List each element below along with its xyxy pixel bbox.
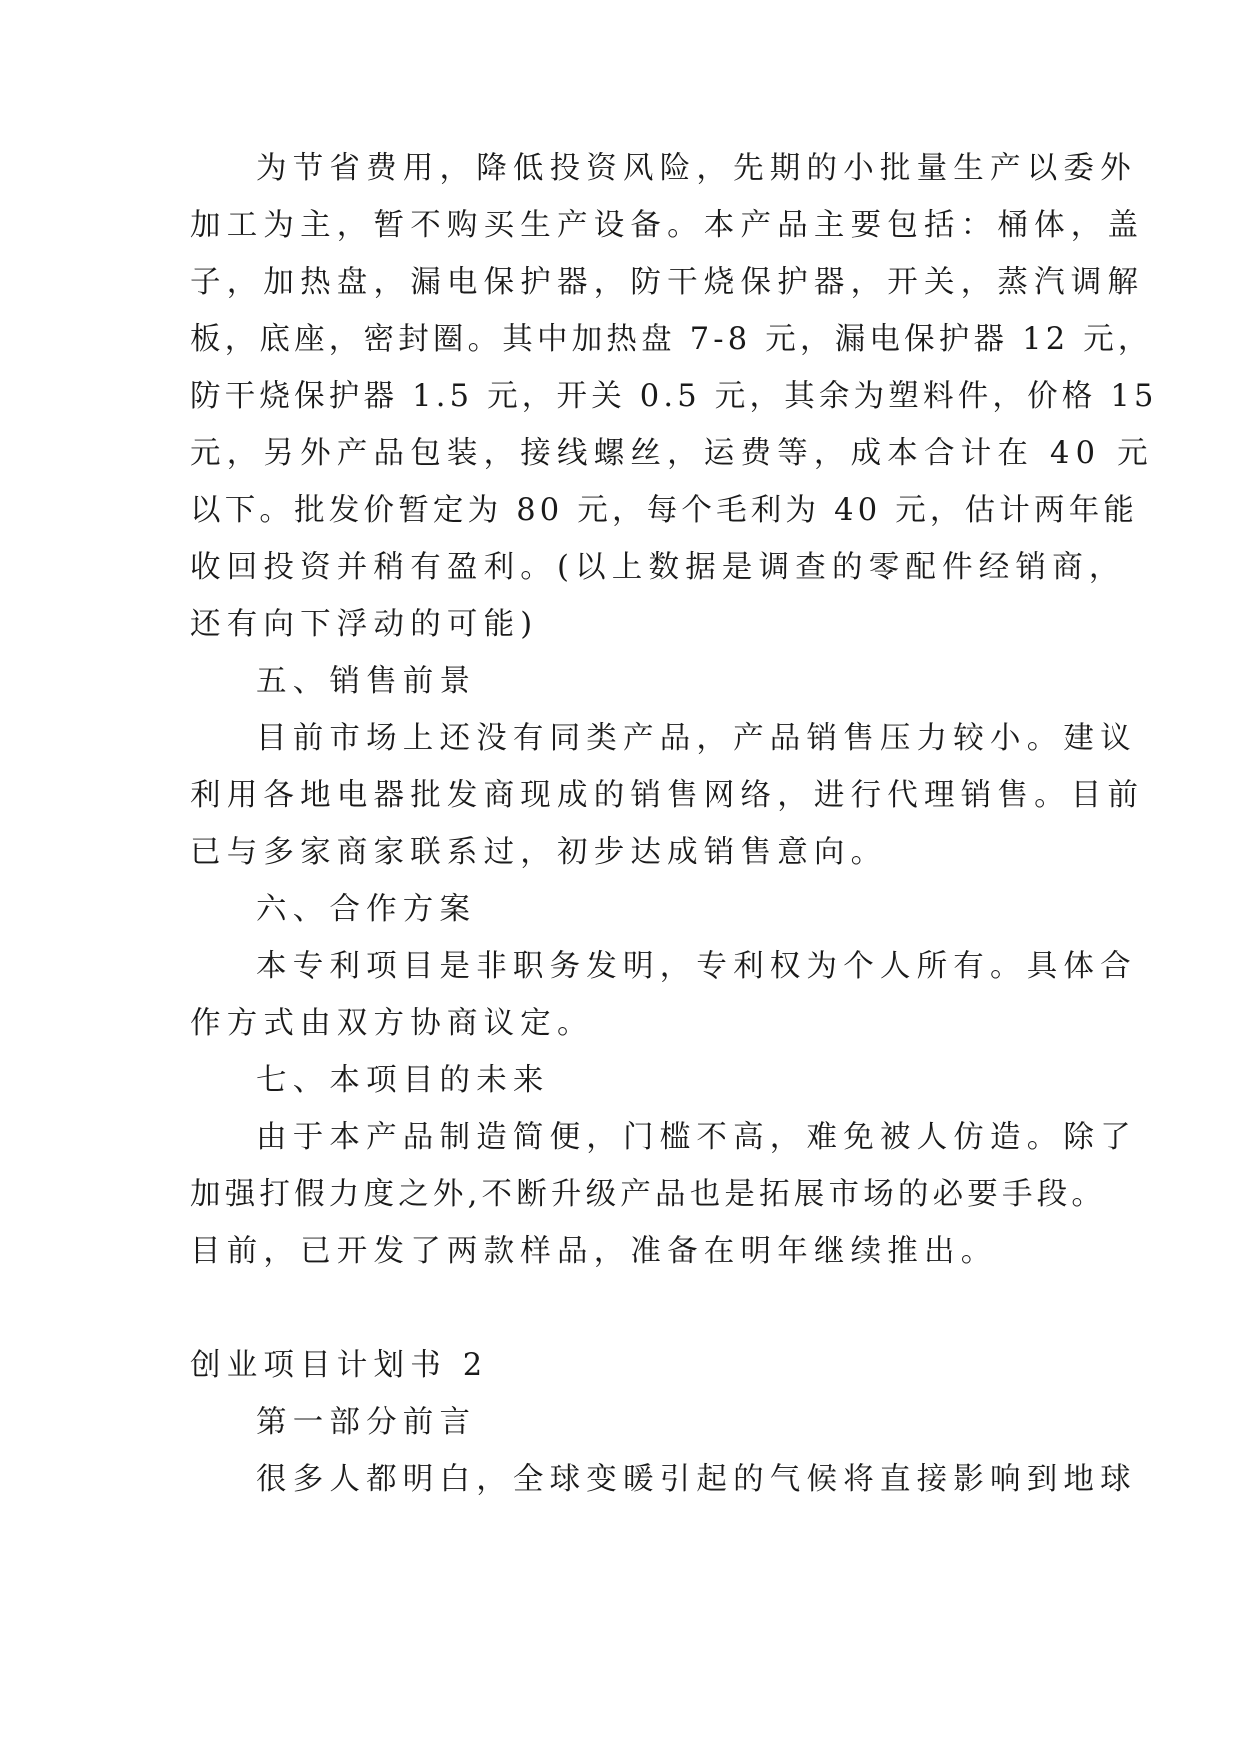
paragraph-line: 还有向下浮动的可能) <box>190 607 539 642</box>
paragraph-line: 很多人都明白，全球变暖引起的气候将直接影响到地球 <box>256 1462 1137 1497</box>
paragraph-line: 板，底座，密封圈。其中加热盘 7-8 元，漏电保护器 12 元， <box>190 322 1153 357</box>
section-heading: 第一部分前言 <box>256 1405 477 1440</box>
section-heading: 七、本项目的未来 <box>256 1063 550 1098</box>
paragraph-line: 利用各地电器批发商现成的销售网络，进行代理销售。目前 <box>190 778 1145 813</box>
paragraph-line: 防干烧保护器 1.5 元，开关 0.5 元，其余为塑料件，价格 15 <box>190 379 1158 414</box>
document-title: 创业项目计划书 2 <box>190 1348 489 1383</box>
paragraph-line: 加强打假力度之外,不断升级产品也是拓展市场的必要手段。 <box>190 1177 1107 1212</box>
paragraph-line: 以下。批发价暂定为 80 元，每个毛利为 40 元，估计两年能 <box>190 493 1139 528</box>
paragraph-line: 加工为主，暂不购买生产设备。本产品主要包括：桶体，盖 <box>190 208 1145 243</box>
paragraph-line: 为节省费用，降低投资风险，先期的小批量生产以委外 <box>256 151 1137 186</box>
section-heading: 六、合作方案 <box>256 892 477 927</box>
paragraph-line: 已与多家商家联系过，初步达成销售意向。 <box>190 835 888 870</box>
paragraph-line: 本专利项目是非职务发明，专利权为个人所有。具体合 <box>256 949 1137 984</box>
paragraph-line: 子，加热盘，漏电保护器，防干烧保护器，开关，蒸汽调解 <box>190 265 1145 300</box>
paragraph-line: 由于本产品制造简便，门槛不高，难免被人仿造。除了 <box>256 1120 1137 1155</box>
paragraph-line: 收回投资并稍有盈利。(以上数据是调查的零配件经销商， <box>190 550 1126 585</box>
paragraph-line: 作方式由双方协商议定。 <box>190 1006 594 1041</box>
paragraph-line: 目前，已开发了两款样品，准备在明年继续推出。 <box>190 1234 998 1269</box>
paragraph-line: 元，另外产品包装，接线螺丝，运费等，成本合计在 40 元 <box>190 436 1154 471</box>
paragraph-line: 目前市场上还没有同类产品，产品销售压力较小。建议 <box>256 721 1137 756</box>
section-heading: 五、销售前景 <box>256 664 477 699</box>
